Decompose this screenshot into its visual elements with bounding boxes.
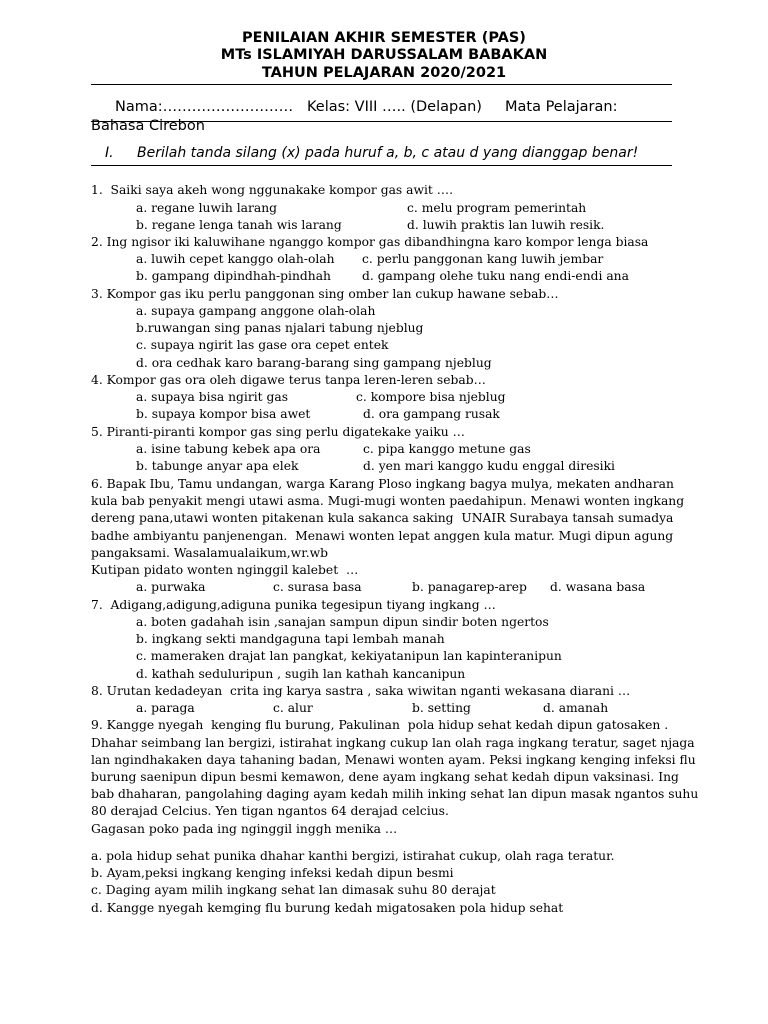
question-7: 7. Adigang,adigung,adiguna punika tegesipun tiyang ingkang … — [91, 598, 496, 612]
question-6-passage-line: 6. Bapak Ibu, Tamu undangan, warga Karang Ploso ingkang bagya mulya, mekaten andharan — [91, 477, 674, 491]
q1-option-a: a. regane luwih larang — [136, 201, 278, 215]
q1-option-b: b. regane lenga tanah wis larang — [136, 218, 342, 232]
question-9-passage-line: burung saenipun dipun besmi kemawon, dene ayam ingkang sehat kedah dipun vaksinasi. Ing — [91, 770, 679, 784]
question-2: 2. Ing ngisor iki kaluwihane nganggo kompor gas dibandhingna karo kompor lenga biasa — [91, 235, 649, 249]
q2-option-c: c. perlu panggonan kang luwih jembar — [362, 252, 604, 266]
section-instruction: Berilah tanda silang (x) pada huruf a, b, c atau d yang dianggap benar! — [137, 145, 639, 161]
school-name: MTs ISLAMIYAH DARUSSALAM BABAKAN — [220, 47, 548, 63]
q7-option-d: d. kathah seduluripun , sugih lan kathah kancanipun — [136, 667, 466, 681]
q4-option-d: d. ora gampang rusak — [363, 407, 500, 421]
q2-option-b: b. gampang dipindhah-pindhah — [136, 269, 331, 283]
q4-option-c: c. kompore bisa njeblug — [356, 390, 506, 404]
q6-option-d: d. wasana basa — [550, 580, 646, 594]
q9-option-a: a. pola hidup sehat punika dhahar kanthi bergizi, istirahat cukup, olah raga teratur. — [91, 849, 615, 863]
question-4: 4. Kompor gas ora oleh digawe terus tanpa leren-leren sebab… — [91, 373, 486, 387]
q6-option-c: c. surasa basa — [273, 580, 362, 594]
q8-option-a: a. paraga — [136, 701, 195, 715]
q5-option-c: c. pipa kanggo metune gas — [363, 442, 531, 456]
question-1: 1. Saiki saya akeh wong nggunakake kompor gas awit …. — [91, 183, 453, 197]
q9-option-c: c. Daging ayam milih ingkang sehat lan dimasak suhu 80 derajat — [91, 883, 496, 897]
header-divider — [91, 84, 672, 85]
question-6-passage-line: dereng pana,utawi wonten pitakenan kula sakanca saking UNAIR Surabaya tansah sumadya — [91, 511, 674, 525]
question-6-passage-line: kula bab penyakit mengi utawi asma. Mugi-mugi wonten paedahipun. Menawi wonten ingkang — [91, 494, 685, 508]
q2-option-d: d. gampang olehe tuku nang endi-endi ana — [362, 269, 629, 283]
question-6-passage-line: pangaksami. Wasalamualaikum,wr.wb — [91, 546, 329, 560]
q3-option-c: c. supaya ngirit las gase ora cepet entek — [136, 338, 389, 352]
subject-value: Bahasa Cirebon — [91, 118, 205, 134]
q3-option-d: d. ora cedhak karo barang-barang sing gampang njeblug — [136, 356, 492, 370]
question-9-passage-line: lan ngindhakaken daya tahaning badan, Menawi wonten ayam. Peksi ingkang kenging infeksi flu — [91, 753, 696, 767]
q3-option-a: a. supaya gampang anggone olah-olah — [136, 304, 376, 318]
student-name-field: Nama:……………………… — [115, 99, 294, 115]
question-6-passage-line: badhe ambiyantu panjenengan. Menawi wonten lepat anggen kula matur. Mugi dipun agung — [91, 529, 674, 543]
question-9: Gagasan poko pada ing nginggil inggh menika … — [91, 822, 398, 836]
academic-year: TAHUN PELAJARAN 2020/2021 — [261, 65, 507, 81]
q1-option-c: c. melu program pemerintah — [407, 201, 587, 215]
q9-option-b: b. Ayam,peksi ingkang kenging infeksi kedah dipun besmi — [91, 866, 454, 880]
question-9-passage-line: 9. Kangge nyegah kenging flu burung, Pakulinan pola hidup sehat kedah dipun gatosaken . — [91, 718, 669, 732]
subject-label: Mata Pelajaran: — [505, 99, 618, 115]
q6-option-a: a. purwaka — [136, 580, 206, 594]
q8-option-b: b. setting — [412, 701, 471, 715]
q8-option-d: d. amanah — [543, 701, 609, 715]
q8-option-c: c. alur — [273, 701, 313, 715]
q4-option-b: b. supaya kompor bisa awet — [136, 407, 311, 421]
q2-option-a: a. luwih cepet kanggo olah-olah — [136, 252, 335, 266]
section-number: I. — [105, 145, 114, 161]
q5-option-d: d. yen mari kanggo kudu enggal diresiki — [363, 459, 615, 473]
instruction-divider — [91, 165, 672, 166]
question-9-passage-line: 80 derajad Celcius. Yen tigan ngantos 64 derajad celcius. — [91, 804, 449, 818]
exam-title: PENILAIAN AKHIR SEMESTER (PAS) — [242, 30, 526, 46]
question-6: Kutipan pidato wonten nginggil kalebet … — [91, 563, 359, 577]
question-8: 8. Urutan kedadeyan crita ing karya sastra , saka wiwitan nganti wekasana diarani … — [91, 684, 631, 698]
question-9-passage-line: bab dhaharan, pangolahing daging ayam kedah milih inking sehat lan dipun masak ngantos suhu — [91, 787, 699, 801]
question-5: 5. Piranti-piranti kompor gas sing perlu digatekake yaiku … — [91, 425, 465, 439]
question-9-passage-line: Dhahar seimbang lan bergizi, istirahat ingkang cukup lan olah raga ingkang teratur, saget njaga — [91, 736, 695, 750]
q7-option-b: b. ingkang sekti mandgaguna tapi lembah manah — [136, 632, 445, 646]
q3-option-b: b.ruwangan sing panas njalari tabung njeblug — [136, 321, 424, 335]
q7-option-a: a. boten gadahah isin ,sanajan sampun dipun sindir boten ngertos — [136, 615, 549, 629]
question-3: 3. Kompor gas iku perlu panggonan sing omber lan cukup hawane sebab… — [91, 287, 559, 301]
class-field: Kelas: VIII ….. (Delapan) — [307, 99, 482, 115]
q5-option-b: b. tabunge anyar apa elek — [136, 459, 299, 473]
q4-option-a: a. supaya bisa ngirit gas — [136, 390, 289, 404]
q5-option-a: a. isine tabung kebek apa ora — [136, 442, 321, 456]
q9-option-d: d. Kangge nyegah kemging flu burung kedah migatosaken pola hidup sehat — [91, 901, 564, 915]
q7-option-c: c. mameraken drajat lan pangkat, kekiyatanipun lan kapinteranipun — [136, 649, 562, 663]
q1-option-d: d. luwih praktis lan luwih resik. — [407, 218, 605, 232]
q6-option-b: b. panagarep-arep — [412, 580, 527, 594]
